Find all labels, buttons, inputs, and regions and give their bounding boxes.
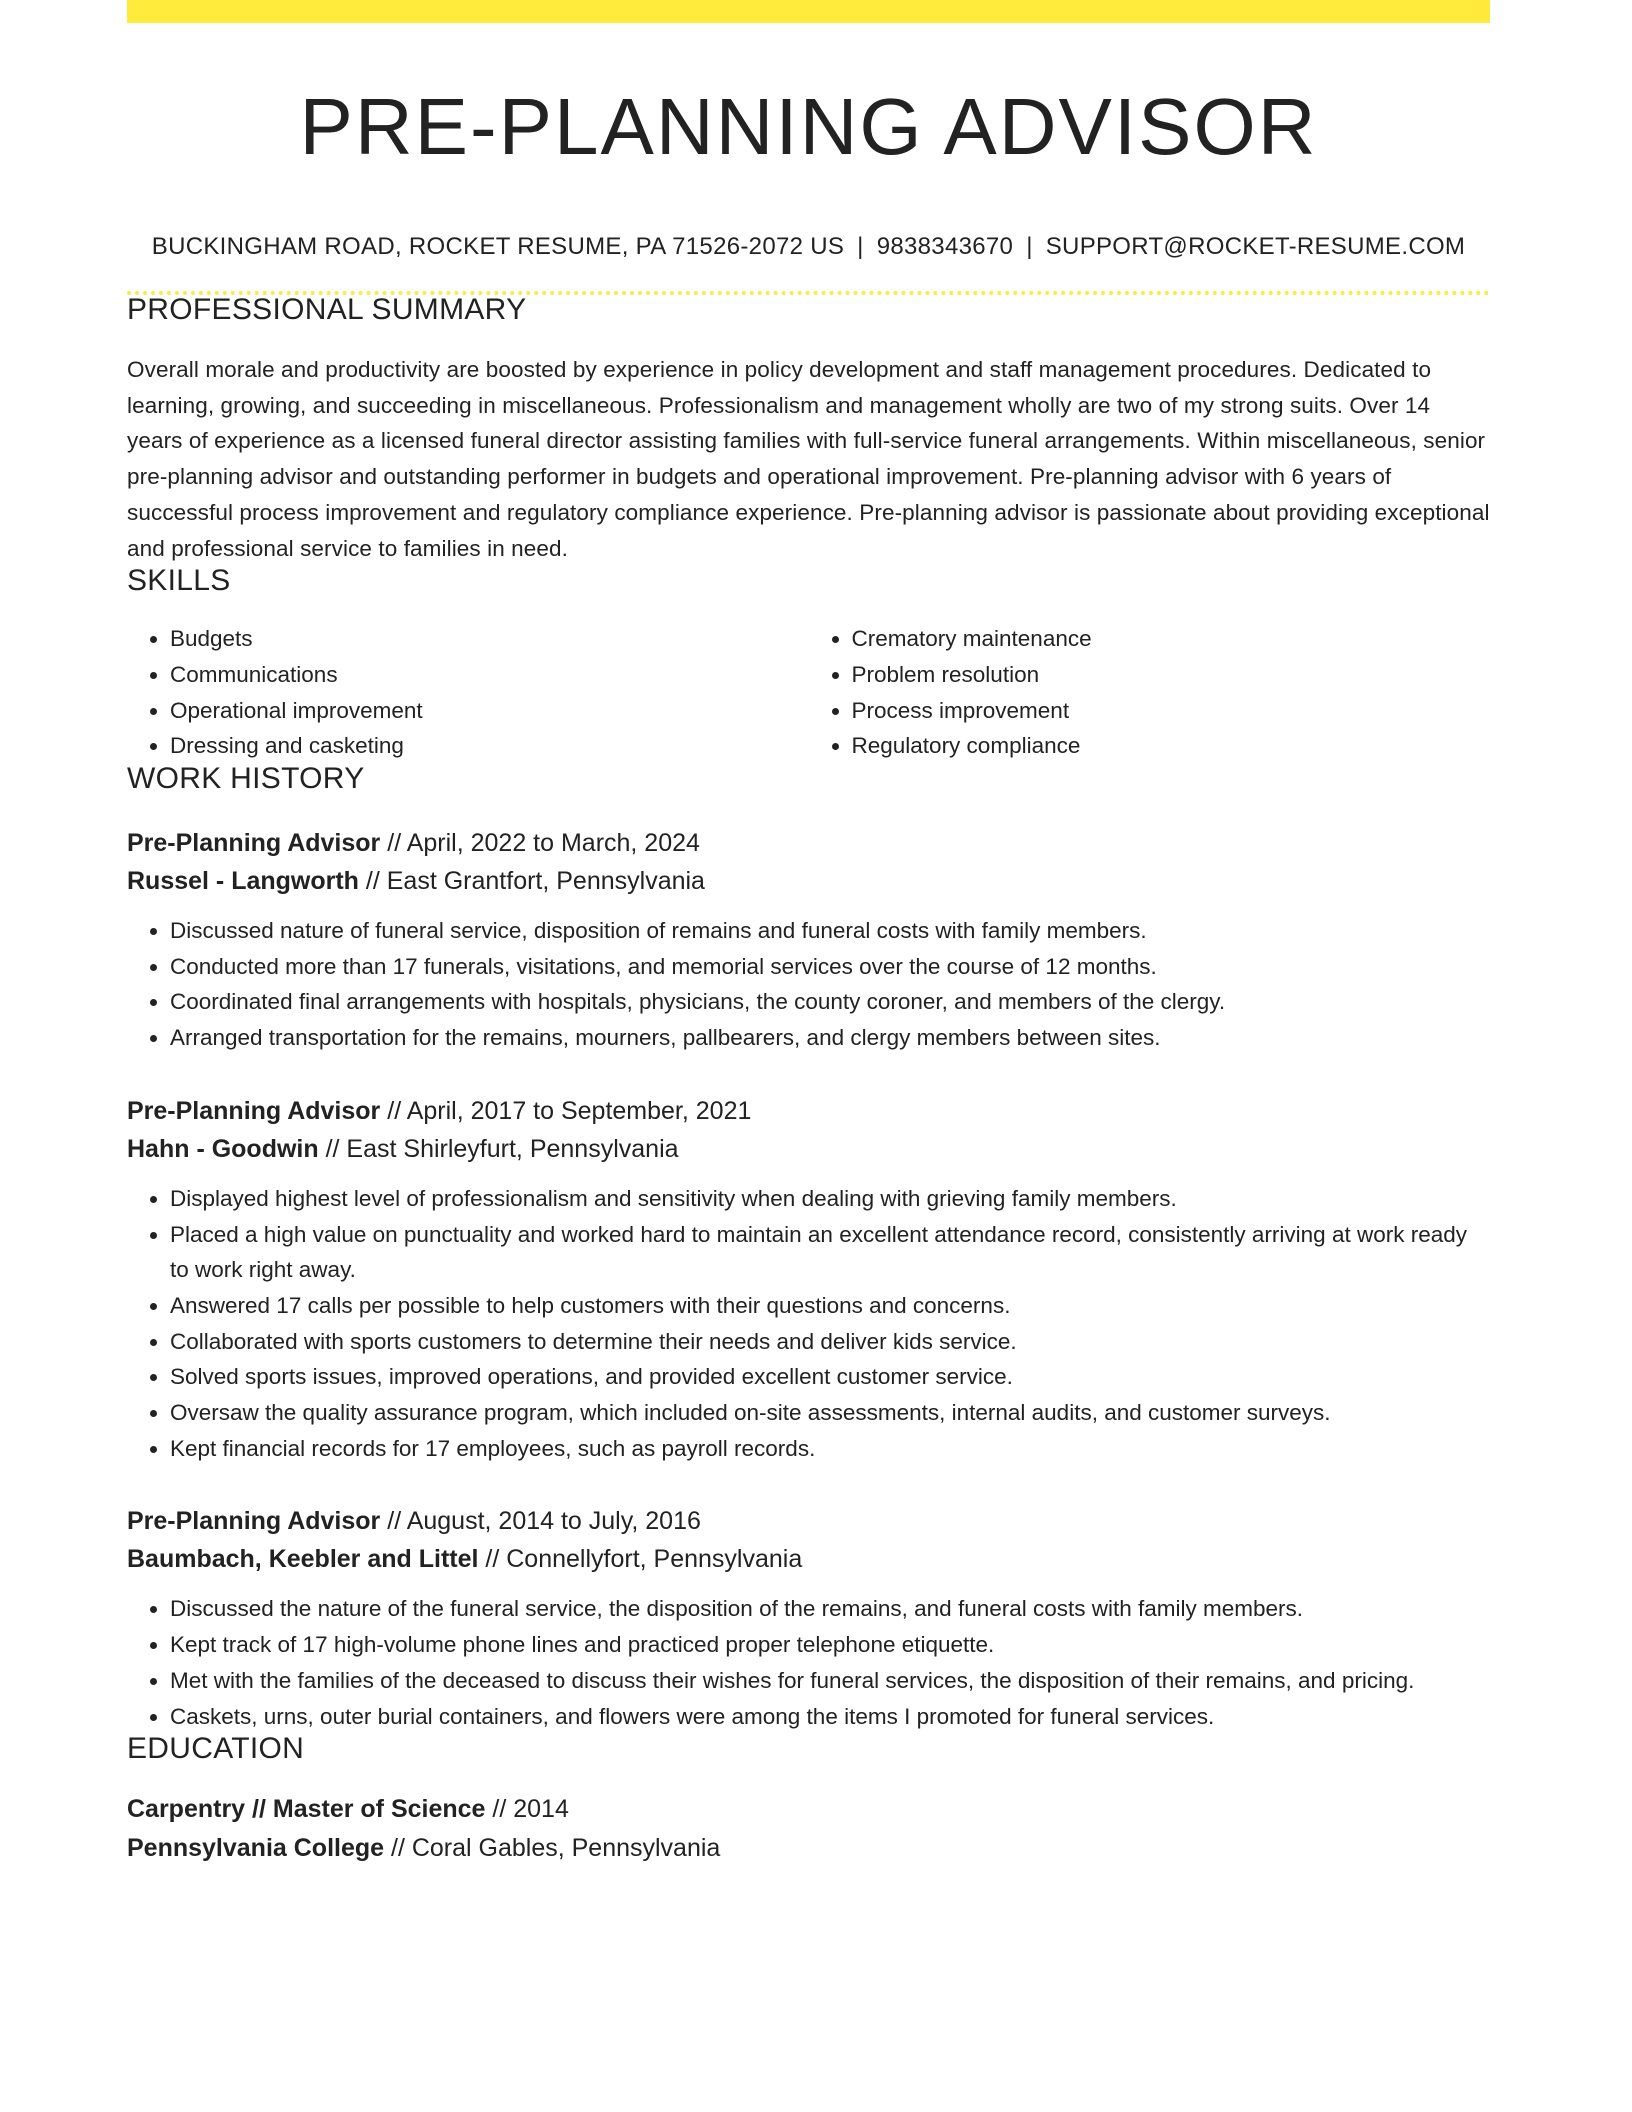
job-bullet: • Coordinated final arrangements with hospitals, physicians, the county coroner, and members of the clergy. [170, 984, 1490, 1020]
job-dates: // April, 2017 to September, 2021 [380, 1096, 752, 1125]
job-location: // East Grantfort, Pennsylvania [358, 867, 705, 896]
education-degree-line [127, 1790, 1490, 1829]
skill-item: • Budgets [170, 621, 809, 657]
job-company-line [127, 1130, 1490, 1168]
skill-item: • Operational improvement [170, 693, 809, 729]
job-company: Hahn - Goodwin [127, 1134, 319, 1163]
contact-email: SUPPORT@ROCKET-RESUME.COM [1045, 233, 1466, 260]
job-role-line [127, 1092, 1490, 1130]
job-bullet: • Oversaw the quality assurance program, which included on-site assessments, internal audits, and customer surveys. [170, 1395, 1490, 1431]
job-company: Baumbach, Keebler and Littel [127, 1545, 479, 1574]
contact-phone: 9838343670 [876, 233, 1014, 260]
job-entry [127, 1502, 1490, 1734]
job-entry [127, 824, 1490, 1056]
job-location: // Connellyfort, Pennsylvania [478, 1545, 803, 1574]
job-bullet: • Kept track of 17 high-volume phone lines and practiced proper telephone etiquette. [170, 1627, 1490, 1663]
job-bullet: • Arranged transportation for the remains, mourners, pallbearers, and clergy members between sites. [170, 1020, 1490, 1056]
job-role-line [127, 1502, 1490, 1540]
summary-text: Overall morale and productivity are boosted by experience in policy development and staff management procedures. Dedicated to learning, growing, and succeeding in miscellaneous. Professionalism and management wholly are two of my strong suits. Over 14 years of experience as a licensed funeral director assisting families with full-service funeral arrangements. Within miscellaneous, senior pre-planning advisor and outstanding performer in budgets and operational improvement. Pre-planning advisor with 6 years of successful process improvement and regulatory compliance experience. Pre-planning advisor is passionate about providing exceptional and professional service to families in need. [127, 357, 1490, 561]
job-bullet: • Collaborated with sports customers to determine their needs and deliver kids service. [170, 1324, 1490, 1360]
job-bullets [127, 1591, 1490, 1734]
job-company: Russel - Langworth [127, 867, 359, 896]
skill-item: • Process improvement [852, 693, 1491, 729]
education-year: // 2014 [485, 1795, 569, 1824]
skill-item: • Crematory maintenance [852, 621, 1491, 657]
job-dates: // April, 2022 to March, 2024 [380, 829, 700, 858]
skill-item: • Problem resolution [852, 657, 1491, 693]
contact-address: BUCKINGHAM ROAD, ROCKET RESUME, PA 71526-2072 US [151, 233, 845, 260]
job-entry [127, 1092, 1490, 1467]
work-history-heading: WORK HISTORY [127, 762, 365, 796]
education-degree: Carpentry // Master of Science [127, 1795, 486, 1824]
job-bullet: • Discussed nature of funeral service, disposition of remains and funeral costs with family members. [170, 913, 1490, 949]
resume-title: PRE-PLANNING ADVISOR [299, 82, 1318, 171]
job-bullet: • Kept financial records for 17 employees, such as payroll records. [170, 1431, 1490, 1467]
job-bullet: • Displayed highest level of professionalism and sensitivity when dealing with grieving family members. [170, 1181, 1490, 1217]
contact-separator: | [1026, 233, 1033, 260]
job-bullet: • Discussed the nature of the funeral service, the disposition of the remains, and funeral costs with family members. [170, 1591, 1490, 1627]
skill-item: • Communications [170, 657, 809, 693]
job-bullet: • Placed a high value on punctuality and worked hard to maintain an excellent attendance record, consistently arriving at work ready to work right away. [170, 1217, 1490, 1288]
job-role: Pre-Planning Advisor [127, 1507, 381, 1536]
job-bullets [127, 1181, 1490, 1467]
education-heading: EDUCATION [127, 1732, 305, 1766]
job-role: Pre-Planning Advisor [127, 1096, 381, 1125]
job-role: Pre-Planning Advisor [127, 829, 381, 858]
education-school: Pennsylvania College [127, 1834, 385, 1863]
education-location: // Coral Gables, Pennsylvania [384, 1834, 721, 1863]
job-bullet: • Solved sports issues, improved operations, and provided excellent customer service. [170, 1359, 1490, 1395]
skills-column-right [809, 621, 1491, 764]
job-bullets [127, 913, 1490, 1056]
job-company-line [127, 862, 1490, 900]
job-bullet: • Answered 17 calls per possible to help customers with their questions and concerns. [170, 1288, 1490, 1324]
job-bullet: • Caskets, urns, outer burial containers, and flowers were among the items I promoted for funeral services. [170, 1699, 1490, 1735]
skills-list [127, 621, 1490, 764]
contact-line [127, 233, 1490, 261]
job-bullet: • Met with the families of the deceased to discuss their wishes for funeral services, the disposition of their remains, and pricing. [170, 1663, 1490, 1699]
skills-heading: SKILLS [127, 564, 231, 598]
education-entry [127, 1790, 1490, 1868]
job-role-line [127, 824, 1490, 862]
accent-top-bar [127, 0, 1490, 23]
skill-item: • Dressing and casketing [170, 728, 809, 764]
summary-heading: PROFESSIONAL SUMMARY [127, 293, 527, 326]
job-bullet: • Conducted more than 17 funerals, visitations, and memorial services over the course of 12 months. [170, 949, 1490, 985]
education-school-line [127, 1829, 1490, 1868]
skill-item: • Regulatory compliance [852, 728, 1491, 764]
job-company-line [127, 1540, 1490, 1578]
skills-column-left [127, 621, 809, 764]
contact-separator: | [857, 233, 864, 260]
job-location: // East Shirleyfurt, Pennsylvania [318, 1134, 679, 1163]
job-dates: // August, 2014 to July, 2016 [380, 1507, 701, 1536]
resume-page [127, 0, 1490, 1868]
